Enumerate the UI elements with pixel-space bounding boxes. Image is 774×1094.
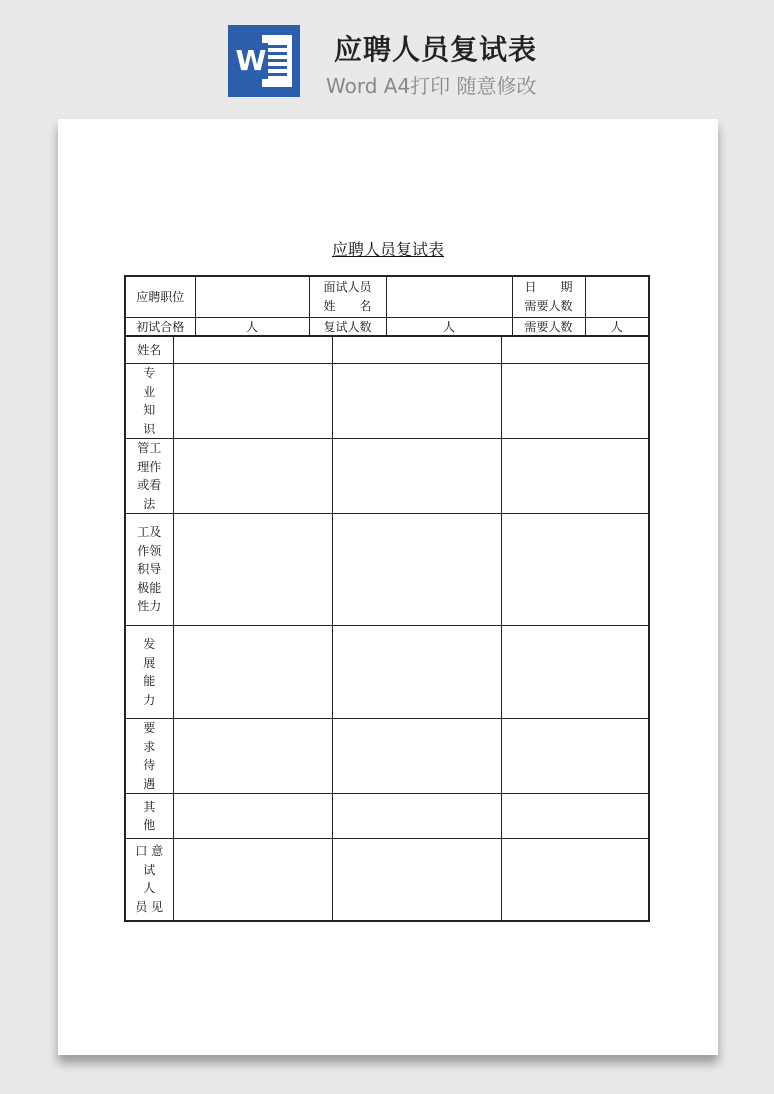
eval-row-other — [125, 794, 649, 839]
candidate-1-development[interactable] — [173, 626, 332, 719]
candidate-3-interviewer-opinion[interactable] — [501, 839, 649, 921]
candidate-2-other[interactable] — [332, 794, 501, 839]
eval-label-salary-expectation: 要 求 待 遇 — [125, 719, 173, 794]
need-label: 需要人数 — [512, 317, 585, 336]
document-page — [58, 119, 718, 1055]
candidate-2-name[interactable] — [332, 337, 501, 364]
candidate-3-other[interactable] — [501, 794, 649, 839]
date-field[interactable] — [585, 276, 649, 317]
candidate-2-salary-expectation[interactable] — [332, 719, 501, 794]
candidate-3-salary-expectation[interactable] — [501, 719, 649, 794]
eval-row-name — [125, 337, 649, 364]
interviewer-label: 面试人员 姓 名 — [309, 276, 386, 317]
candidate-3-name[interactable] — [501, 337, 649, 364]
word-icon — [228, 25, 300, 97]
eval-row-salary-expectation — [125, 719, 649, 794]
candidate-3-work-leadership[interactable] — [501, 514, 649, 626]
candidate-1-other[interactable] — [173, 794, 332, 839]
eval-row-development — [125, 626, 649, 719]
eval-row-expertise — [125, 364, 649, 439]
candidate-1-work-leadership[interactable] — [173, 514, 332, 626]
interviewer-field[interactable] — [386, 276, 512, 317]
retest-count[interactable]: 人 — [386, 317, 512, 336]
eval-label-expertise: 专 业 知 识 — [125, 364, 173, 439]
eval-row-management-view — [125, 439, 649, 514]
candidate-1-management-view[interactable] — [173, 439, 332, 514]
eval-label-development: 发 展 能 力 — [125, 626, 173, 719]
position-field[interactable] — [195, 276, 309, 317]
need-count[interactable]: 人 — [585, 317, 649, 336]
candidate-3-management-view[interactable] — [501, 439, 649, 514]
candidate-1-interviewer-opinion[interactable] — [173, 839, 332, 921]
candidate-1-salary-expectation[interactable] — [173, 719, 332, 794]
candidate-2-development[interactable] — [332, 626, 501, 719]
candidate-2-expertise[interactable] — [332, 364, 501, 439]
candidate-1-name[interactable] — [173, 337, 332, 364]
candidate-2-interviewer-opinion[interactable] — [332, 839, 501, 921]
candidate-1-expertise[interactable] — [173, 364, 332, 439]
candidate-3-development[interactable] — [501, 626, 649, 719]
word-icon-letter: W — [235, 44, 267, 77]
document-title: 应聘人员复试表 — [331, 240, 444, 259]
page-header — [0, 0, 774, 110]
pass-count[interactable]: 人 — [195, 317, 309, 336]
eval-label-name: 姓名 — [125, 337, 173, 364]
candidate-2-work-leadership[interactable] — [332, 514, 501, 626]
date-need-label: 日 期 需要人数 — [512, 276, 585, 317]
header-title: 应聘人员复试表 — [334, 33, 538, 66]
eval-label-work-leadership: 工及 作领 积导 极能 性力 — [125, 514, 173, 626]
pass-label: 初试合格 — [125, 317, 195, 336]
position-label: 应聘职位 — [125, 276, 195, 317]
candidate-2-management-view[interactable] — [332, 439, 501, 514]
eval-row-work-leadership — [125, 514, 649, 626]
eval-label-other: 其 他 — [125, 794, 173, 839]
info-table — [124, 275, 650, 337]
eval-label-interviewer-opinion: 口 意 试 人 员 见 — [125, 839, 173, 921]
eval-row-interviewer-opinion — [125, 839, 649, 921]
retest-label: 复试人数 — [309, 317, 386, 336]
evaluation-table — [124, 336, 650, 922]
candidate-3-expertise[interactable] — [501, 364, 649, 439]
header-subtitle: Word A4打印 随意修改 — [326, 74, 537, 98]
eval-label-management-view: 管工 理作 或看 法 — [125, 439, 173, 514]
